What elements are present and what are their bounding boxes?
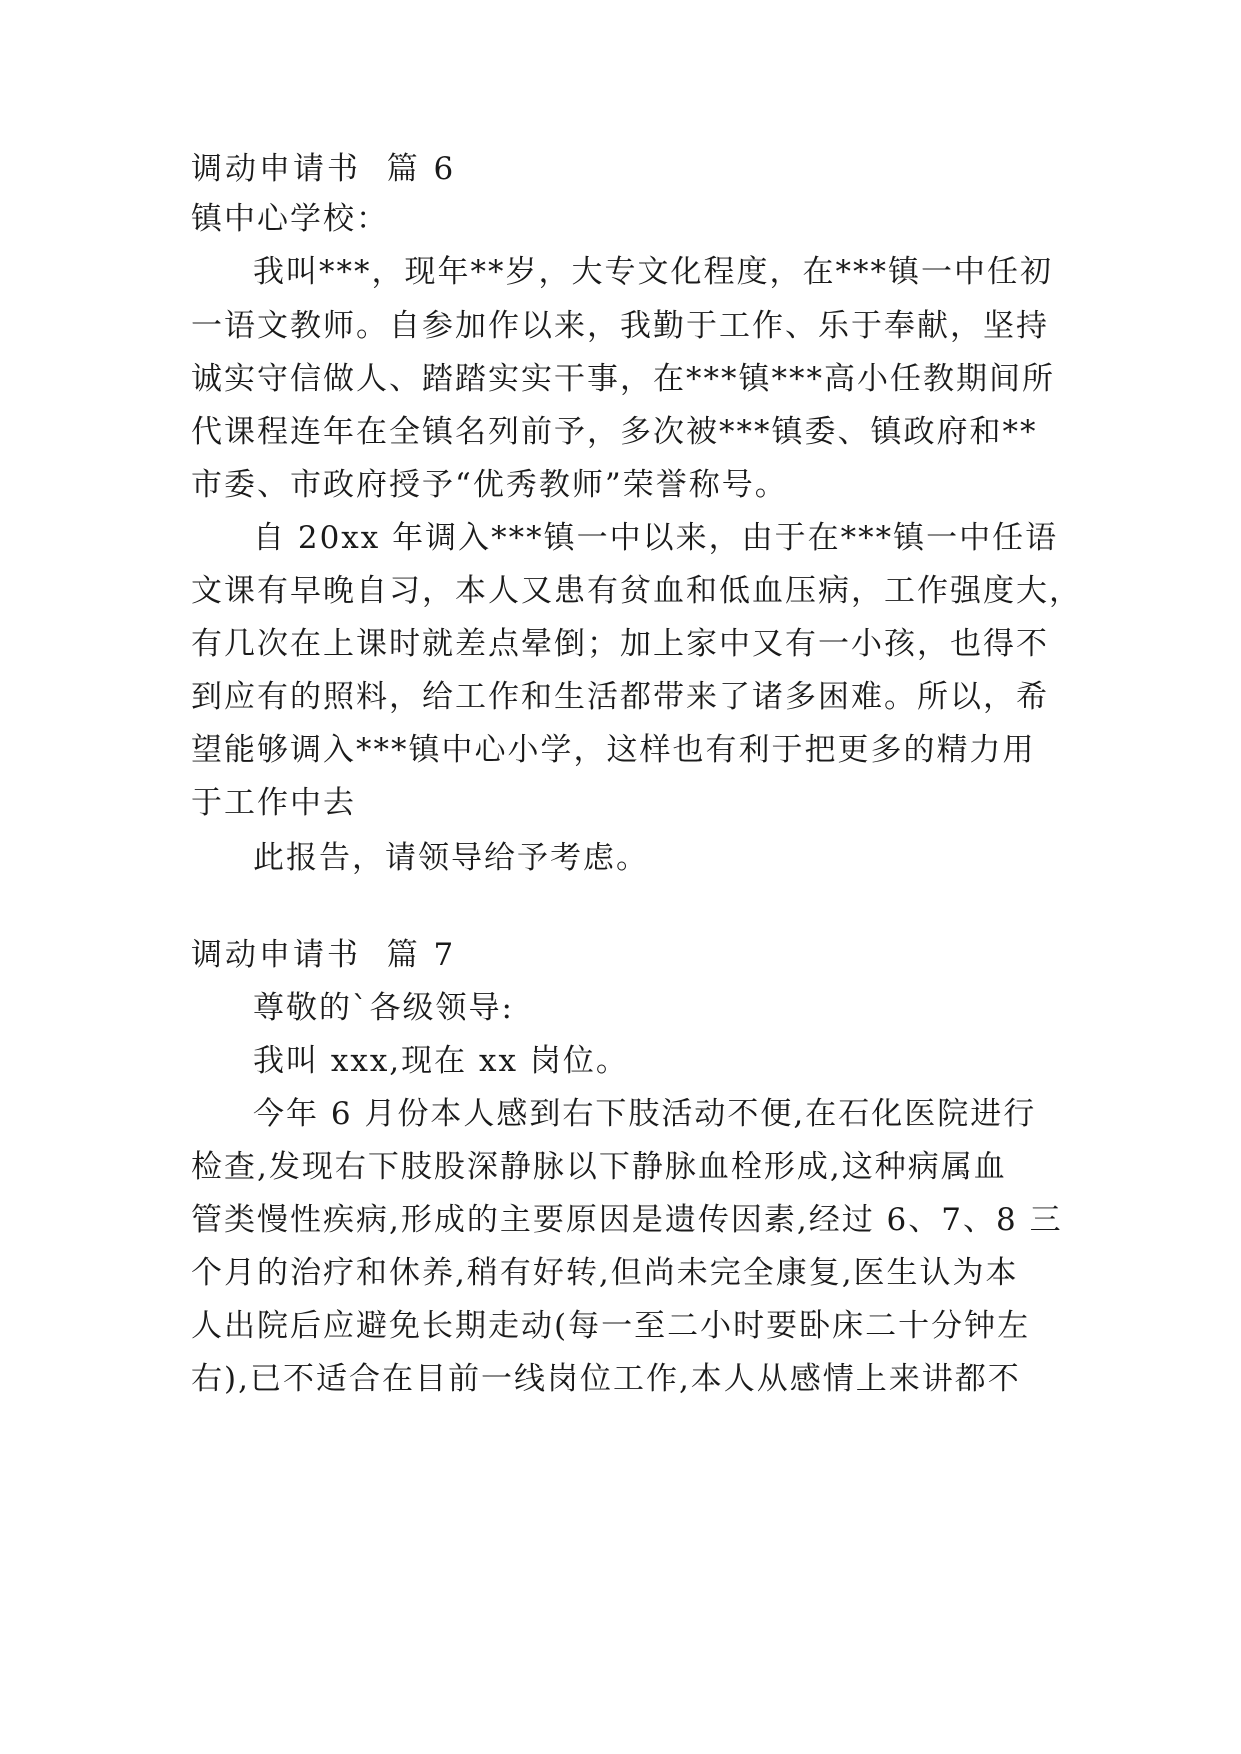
paragraph-line: 文课有早晚自习，本人又患有贫血和低血压病，工作强度大， [191,573,1082,609]
paragraph-line: 有几次在上课时就差点晕倒；加上家中又有一小孩，也得不 [191,626,1049,662]
paragraph-line: 今年 6 月份本人感到右下肢活动不便,在石化医院进行 [253,1096,1037,1132]
paragraph-line: 望能够调入***镇中心小学，这样也有利于把更多的精力用 [191,732,1036,768]
paragraph-line: 个月的治疗和休养,稍有好转,但尚未完全康复,医生认为本 [191,1255,1019,1291]
paragraph-line: 管类慢性疾病,形成的主要原因是遗传因素,经过 6、7、8 三 [191,1202,1063,1238]
section-7-intro: 我叫 xxx,现在 xx 岗位。 [253,1043,629,1079]
paragraph-line: 右),已不适合在目前一线岗位工作,本人从感情上来讲都不 [191,1361,1021,1397]
paragraph-line: 诚实守信做人、踏踏实实干事，在***镇***高小任教期间所 [191,361,1055,397]
paragraph-line: 自 20xx 年调入***镇一中以来，由于在***镇一中任语 [253,520,1059,556]
section-7-salutation: 尊敬的`各级领导: [253,990,514,1026]
section-7-title: 调动申请书 篇 7 [191,937,457,973]
paragraph-line: 人出院后应避免长期走动(每一至二小时要卧床二十分钟左 [191,1308,1031,1344]
paragraph-line: 代课程连年在全镇名列前予，多次被***镇委、镇政府和** [191,414,1038,450]
paragraph-line: 一语文教师。自参加作以来，我勤于工作、乐于奉献，坚持 [191,308,1049,344]
section-6-closing: 此报告，请领导给予考虑。 [253,840,649,876]
paragraph-line: 检查,发现右下肢股深静脉以下静脉血栓形成,这种病属血 [191,1149,1007,1185]
section-6-title: 调动申请书 篇 6 [191,151,457,187]
paragraph-line: 于工作中去 [191,785,356,821]
paragraph-line: 市委、市政府授予“优秀教师”荣誉称号。 [191,467,788,503]
paragraph-line: 我叫***，现年**岁，大专文化程度，在***镇一中任初 [253,254,1053,290]
paragraph-line: 到应有的照料，给工作和生活都带来了诸多困难。所以，希 [191,679,1049,715]
section-6-salutation: 镇中心学校： [191,201,389,237]
